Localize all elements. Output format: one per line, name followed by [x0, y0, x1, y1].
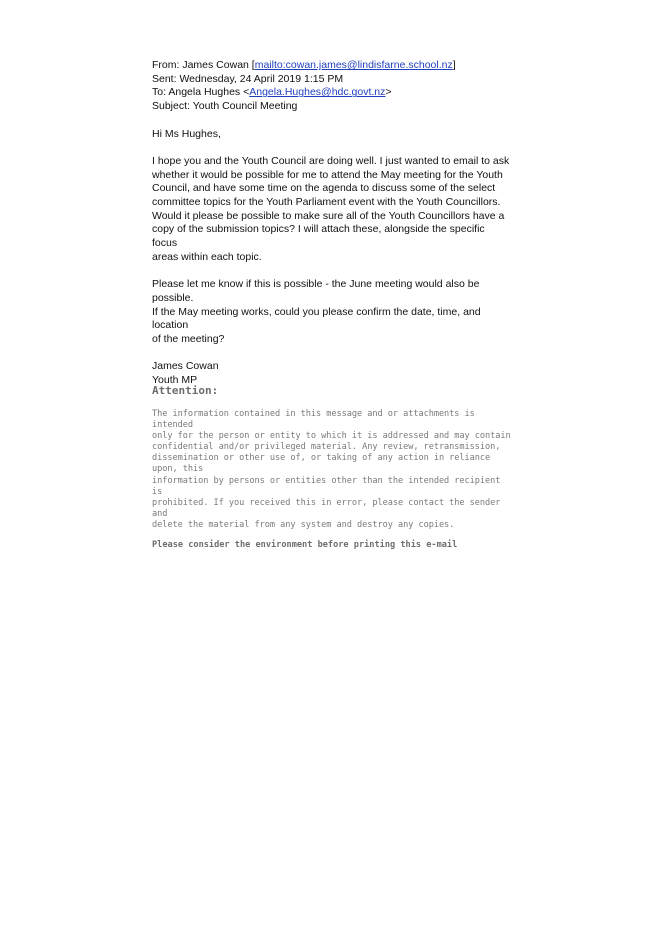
email-content — [152, 59, 512, 388]
disclaimer-line: prohibited. If you received this in error, please contact the sender and — [152, 497, 501, 519]
body-line: committee topics for the Youth Parliament event with the Youth Councillors. — [152, 196, 501, 208]
environment-note: Please consider the environment before printing this e-mail — [152, 540, 458, 551]
body-line: of the meeting? — [152, 333, 225, 346]
from-mailto-link[interactable]: mailto:cowan.james@lindisfarne.school.nz — [254, 59, 453, 71]
body-line: Would it please be possible to make sure all of the Youth Councillors have a — [152, 209, 505, 222]
subject-value: Youth Council Meeting — [192, 100, 298, 113]
body-line: Please let me know if this is possible - the June meeting would also be possible. — [152, 278, 480, 304]
disclaimer-title: Attention: — [152, 384, 219, 397]
disclaimer-line: The information contained in this message and or attachments is intended — [152, 409, 475, 431]
body-line: I hope you and the Youth Council are doing well. I just wanted to email to ask — [152, 154, 510, 167]
subject-line — [152, 100, 512, 114]
to-name: Angela Hughes — [168, 86, 241, 99]
body-line: If the May meeting works, could you please confirm the date, time, and location — [152, 305, 481, 332]
greeting-text: Hi Ms Hughes, — [152, 127, 221, 140]
from-line: From: James Cowan [mailto:cowan.james@lindisfarne.school.nz] — [152, 59, 456, 71]
body-line: whether it would be possible for me to attend the May meeting for the Youth — [152, 168, 503, 181]
disclaimer-line: dissemination or other use of, or taking of any action in reliance upon, this — [152, 453, 491, 475]
disclaimer-line: information by persons or entities other than the intended recipient is — [152, 475, 501, 497]
sent-line — [152, 73, 512, 87]
to-label: To: — [152, 86, 167, 99]
body-line: Council, and have some time on the agenda to discuss some of the select — [152, 182, 496, 195]
greeting — [152, 128, 512, 142]
body-line: areas within each topic. — [152, 250, 262, 263]
signature-title: Youth MP — [152, 374, 198, 387]
from-name: James Cowan — [182, 59, 249, 71]
to-email-link[interactable]: Angela.Hughes@hdc.govt.nz — [249, 86, 386, 99]
subject-label: Subject: — [152, 100, 190, 113]
body-paragraph-1 — [152, 155, 512, 265]
disclaimer-line: only for the person or entity to which it is addressed and may contain — [152, 431, 511, 442]
disclaimer-line: confidential and/or privileged material. Any review, retransmission, — [152, 442, 501, 453]
body-paragraph-2 — [152, 278, 512, 347]
to-line: To: Angela Hughes <Angela.Hughes@hdc.govt.nz> — [152, 86, 392, 99]
disclaimer-line: delete the material from any system and destroy any copies. — [152, 519, 455, 530]
body-line: copy of the submission topics? I will attach these, alongside the specific focus — [152, 223, 485, 250]
sent-label: Sent: — [152, 72, 177, 85]
sent-value: Wednesday, 24 April 2019 1:15 PM — [179, 72, 344, 85]
disclaimer-text — [152, 409, 512, 531]
from-label: From: — [152, 59, 180, 71]
confidentiality-disclaimer — [152, 384, 512, 550]
signature-name: James Cowan — [152, 360, 219, 373]
